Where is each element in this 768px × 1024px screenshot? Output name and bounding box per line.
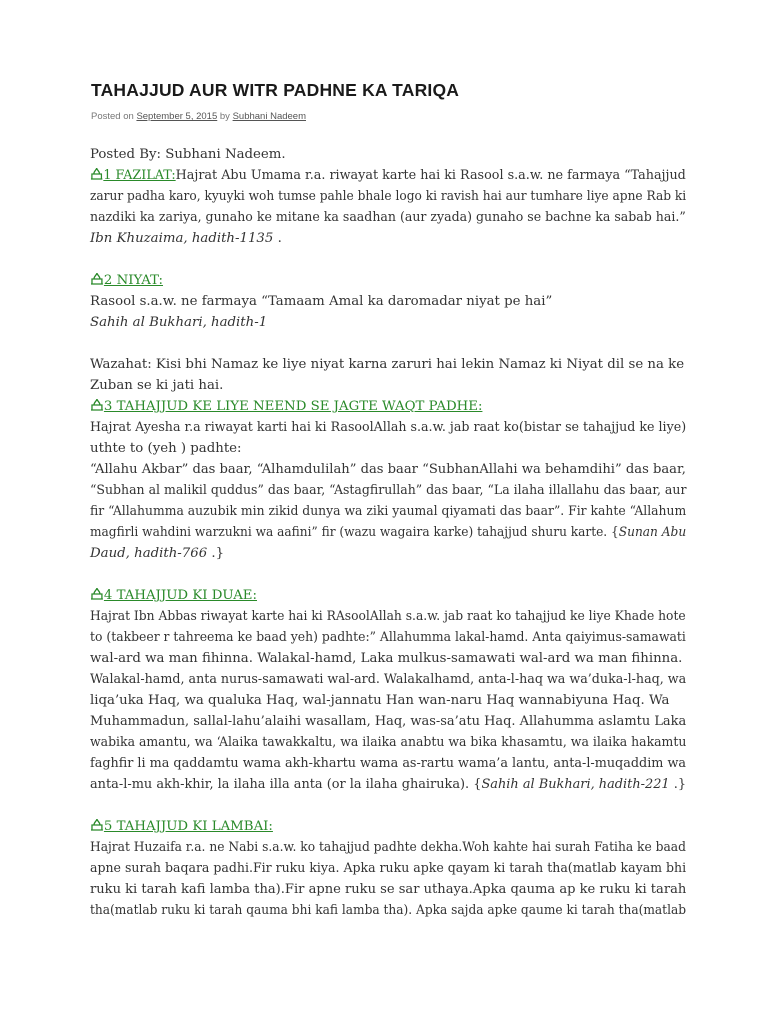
section-heading-fazilat: 1 FAZILAT:Hajrat Abu Umama r.a. riwayat karte hai ki Rasool s.a.w. ne farmaya “Tahajjud bbox=[90, 165, 661, 186]
reference-line: Ibn Khuzaima, hadith-1135 . bbox=[90, 231, 282, 246]
paragraph-line: tha(matlab ruku ki tarah qauma bhi kafi lamba tha). Apka sajda apke qaume ki tarah tha(matlab bbox=[90, 903, 687, 918]
paragraph-line: magfirli wahdini warzukni wa aafini” fir (wazu wagaira karke) tahajjud shuru karte. {Sunan Abu bbox=[90, 525, 687, 540]
paragraph-line: fir “Allahumma auzubik min zikid dunya wa ziki yaumal qiyamati das baar”. Fir kahte “Allahum bbox=[90, 504, 687, 519]
paragraph-line: ruku ki tarah kafi lamba tha).Fir apne ruku se sar uthaya.Apka qauma ap ke ruku ki tarah bbox=[90, 882, 687, 897]
paragraph-line: nazdiki ka zariya, gunaho ke mitane ka saadhan (aur zyada) gunaho se bachne ka sabab hai.” bbox=[90, 210, 686, 225]
paragraph-line: faghfir li ma qaddamtu wama akh-khartu wama as-rartu wama’a lantu, anta-l-muqaddim wa bbox=[90, 756, 686, 771]
paragraph-line: Hajrat Ayesha r.a riwayat karti hai ki RasoolAllah s.a.w. jab raat ko(bistar se tahajjud ke liye) bbox=[90, 420, 687, 435]
section-heading-lambai: 5 TAHAJJUD KI LAMBAI: bbox=[90, 816, 686, 837]
paragraph-line: “Subhan al malikil quddus” das baar, “Astagfirullah” das baar, “La ilaha illallahu das baar, aur bbox=[90, 483, 687, 498]
mosque-icon bbox=[90, 818, 104, 831]
paragraph-line: uthte to (yeh ) padhte: bbox=[90, 441, 242, 456]
by-label: by bbox=[219, 111, 230, 122]
author-link[interactable]: Subhani Nadeem bbox=[232, 111, 306, 122]
paragraph-line: Hajrat Huzaifa r.a. ne Nabi s.a.w. ko tahajjud padhte dekha.Woh kahte hai surah Fatiha ke baad bbox=[90, 840, 686, 855]
paragraph-line: Muhammadun, sallal-lahu’alaihi wasallam, Haq, was-sa’atu Haq. Allahumma aslamtu Laka bbox=[90, 714, 687, 729]
post-title: TAHAJJUD AUR WITR PADHNE KA TARIQA bbox=[91, 80, 460, 100]
section-heading-niyat: 2 NIYAT: bbox=[90, 270, 686, 291]
post-content bbox=[90, 144, 690, 921]
mosque-icon bbox=[90, 587, 104, 600]
post-meta bbox=[91, 111, 306, 122]
paragraph-line: apne surah baqara padhi.Fir ruku kiya. Apka ruku apke qayam ki tarah tha(matlab kayam bhi bbox=[90, 861, 687, 876]
posted-by-line: Posted By: Subhani Nadeem. bbox=[90, 147, 286, 162]
mosque-icon bbox=[90, 167, 103, 180]
paragraph-line: Hajrat Ibn Abbas riwayat karte hai ki RAsoolAllah s.a.w. jab raat ko tahajjud ke liye Khade hote bbox=[90, 609, 686, 624]
posted-on-label: Posted on bbox=[91, 111, 134, 122]
paragraph-line: “Allahu Akbar” das baar, “Alhamdulilah” das baar “SubhanAllahi wa behamdihi” das baar, bbox=[90, 462, 686, 477]
paragraph-line: Daud, hadith-766 .} bbox=[90, 546, 225, 561]
paragraph-line: Zuban se ki jati hai. bbox=[90, 378, 224, 393]
mosque-icon bbox=[90, 398, 104, 411]
paragraph-line: to (takbeer r tahreema ke baad yeh) padhte:” Allahumma lakal-hamd. Anta qaiyimus-samawati bbox=[90, 630, 686, 645]
reference-line: Sahih al Bukhari, hadith-1 bbox=[90, 315, 268, 330]
paragraph-line: liqa’uka Haq, wa qualuka Haq, wal-jannatu Han wan-naru Haq wannabiyuna Haq. Wa bbox=[90, 693, 670, 708]
section-heading-duae: 4 TAHAJJUD KI DUAE: bbox=[90, 585, 686, 606]
paragraph-line: zarur padha karo, kyuyki woh tumse pahle bhale logo ki ravish hai aur tumhare liye apne Rab ki bbox=[90, 189, 687, 204]
mosque-icon bbox=[90, 272, 104, 285]
paragraph-line: Rasool s.a.w. ne farmaya “Tamaam Amal ka daromadar niyat pe hai” bbox=[90, 294, 553, 309]
paragraph-line: Wazahat: Kisi bhi Namaz ke liye niyat karna zaruri hai lekin Namaz ki Niyat dil se na ke bbox=[90, 357, 685, 372]
paragraph-line: Walakal-hamd, anta nurus-samawati wal-ard. Walakalhamd, anta-l-haq wa wa’duka-l-haq, wa bbox=[90, 672, 687, 687]
paragraph-line: wabika amantu, wa ‘Alaika tawakkaltu, wa ilaika anabtu wa bika khasamtu, wa ilaika hakamtu bbox=[90, 735, 687, 750]
post-date-link[interactable]: September 5, 2015 bbox=[136, 111, 218, 122]
paragraph-line: anta-l-mu akh-khir, la ilaha illa anta (or la ilaha ghairuka). {Sahih al Bukhari, hadith-221 .} bbox=[90, 777, 687, 792]
paragraph-line: wal-ard wa man fihinna. Walakal-hamd, Laka mulkus-samawati wal-ard wa man fihinna. bbox=[90, 651, 683, 666]
section-heading-neend: 3 TAHAJJUD KE LIYE NEEND SE JAGTE WAQT PADHE: bbox=[90, 396, 686, 417]
